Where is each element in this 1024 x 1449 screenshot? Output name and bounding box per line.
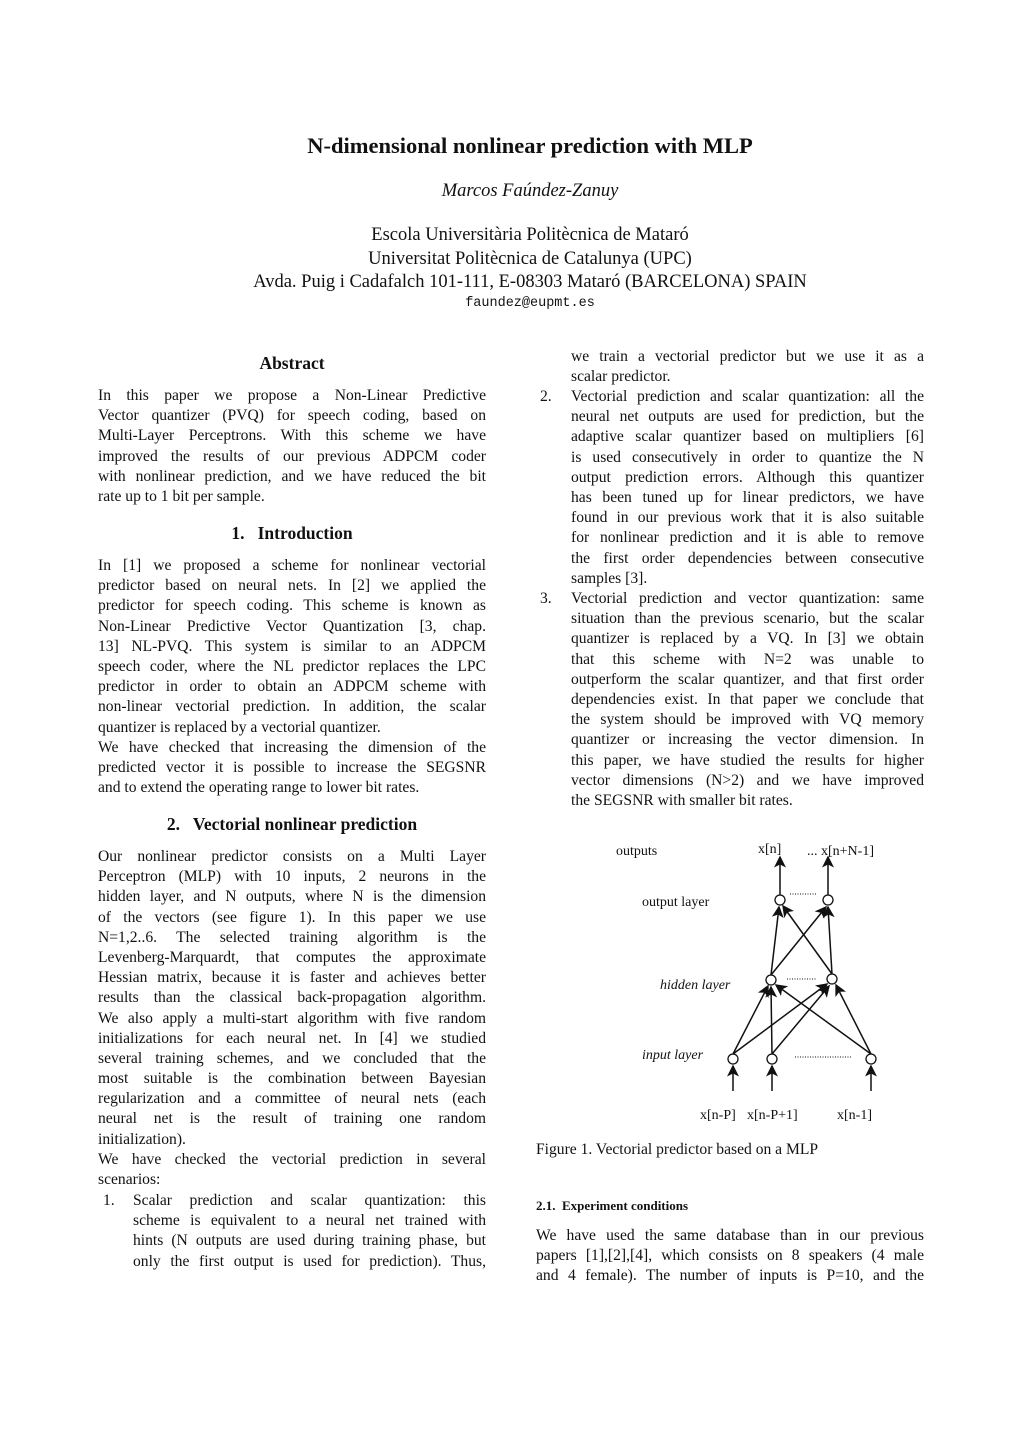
paragraph: [98, 847, 486, 1150]
text-line: has been tuned up for linear predictors, we have: [571, 488, 924, 506]
text-line: and to extend the operating range to lower bit rates.: [98, 779, 420, 797]
text-line: initialization).: [98, 1130, 186, 1148]
paragraph: [98, 1150, 486, 1190]
text-line: only the first output is used for prediction). Thus,: [133, 1252, 486, 1270]
text-line: initializations for each neural net. In [4] we studied: [98, 1029, 486, 1047]
text-line: quantizer is replaced by a VQ. In [3] we obtain: [571, 630, 924, 648]
text-line: improved the results of our previous ADPCM coder: [98, 447, 486, 465]
text-line: Perceptron (MLP) with 10 inputs, 2 neurons in the: [98, 868, 486, 886]
text-line: In this paper we propose a Non-Linear Predictive: [98, 387, 486, 404]
text-line: the first order dependencies between consecutive: [571, 549, 924, 567]
text-line: hidden layer, and N outputs, where N is the dimension: [98, 888, 486, 906]
text-line: situation than the previous scenario, but the scalar: [571, 610, 924, 628]
text-line: scalar predictor.: [571, 368, 671, 386]
text-line: Multi-Layer Perceptrons. With this scheme we have: [98, 427, 486, 445]
text-line: is used consecutively in order to quantize the N: [571, 448, 924, 466]
text-line: predicted vector it is possible to increase the SEGSNR: [98, 759, 486, 777]
text-line: Vectorial prediction and vector quantization: same: [571, 590, 924, 607]
text-line: dependencies exist. In that paper we conclude that: [571, 690, 924, 708]
text-line: Levenberg-Marquardt, that computes the approximate: [98, 948, 486, 966]
text-line: We have checked that increasing the dimension of the: [98, 739, 486, 756]
text-line: Non-Linear Predictive Vector Quantization [3, chap.: [98, 617, 486, 635]
figure-label: output layer: [642, 895, 710, 910]
list-number: 3.: [540, 590, 552, 607]
text-line: for nonlinear prediction and it is able to remove: [571, 529, 924, 547]
text-line: outperform the scalar quantizer, and that first order: [571, 670, 924, 688]
text-line: papers [1],[2],[4], which consists on 8 speakers (4 male: [536, 1247, 924, 1265]
text-line: Vectorial prediction and scalar quantization: all the: [571, 388, 924, 405]
text-line: scenarios:: [98, 1171, 161, 1189]
affiliation-line: Avda. Puig i Cadafalch 101-111, E-08303 Mataró (BARCELONA) SPAIN: [253, 272, 807, 292]
author: Marcos Faúndez-Zanuy: [441, 181, 619, 201]
subsection-heading: 2.1. Experiment conditions: [536, 1198, 689, 1213]
text-line: and 4 female). The number of inputs is P=10, and the: [536, 1267, 924, 1285]
text-line: Hessian matrix, because it is faster and achieves better: [98, 969, 486, 987]
list-number: 1.: [103, 1192, 115, 1209]
text-line: vector dimensions (N>2) and we have improved: [571, 771, 924, 789]
email: faundez@eupmt.es: [465, 296, 595, 311]
text-line: In [1] we proposed a scheme for nonlinear vectorial: [98, 557, 486, 574]
text-line: most suitable is the combination between Bayesian: [98, 1070, 486, 1088]
figure-label: outputs: [616, 844, 658, 859]
text-line: samples [3].: [571, 569, 648, 587]
text-line: rate up to 1 bit per sample.: [98, 487, 265, 505]
paragraph: [98, 556, 486, 738]
text-line: of the vectors (see figure 1). In this paper we use: [98, 908, 486, 926]
text-line: with nonlinear prediction, and we have reduced the bit: [98, 467, 486, 485]
text-line: 13] NL-PVQ. This system is similar to an ADPCM: [98, 637, 486, 655]
figure-label: ... x[n+N-1]: [807, 844, 874, 859]
text-line: regularization and a committee of neural nets (each: [98, 1090, 486, 1108]
text-line: results than the classical back-propagation algorithm.: [98, 989, 486, 1007]
connection-arrows: [733, 857, 871, 1091]
text-line: Scalar prediction and scalar quantization: this: [133, 1192, 486, 1209]
text-line: N=1,2..6. The selected training algorithm is the: [98, 928, 486, 946]
figure-label: x[n]: [758, 842, 782, 857]
text-line: scheme is equivalent to a neural net trained with: [133, 1212, 486, 1230]
figure-label: x[n-P]: [700, 1108, 736, 1123]
text-line: We have used the same database than in our previous: [536, 1227, 924, 1244]
text-line: adaptive scalar quantizer based on multipliers [6]: [571, 428, 924, 446]
text-line: neural net outputs are used for prediction, but the: [571, 408, 924, 426]
text-line: found in our previous work that it is also suitable: [571, 509, 924, 527]
intro-heading: 1. Introduction: [231, 523, 353, 543]
text-line: quantizer is replaced by a vectorial quantizer.: [98, 718, 381, 736]
list-number: 2.: [540, 388, 552, 405]
text-line: we train a vectorial predictor but we use it as a: [571, 348, 924, 365]
figure-label: x[n-1]: [837, 1108, 872, 1123]
affiliation-line: Escola Universitària Politècnica de Mataró: [371, 225, 689, 245]
text-line: Our nonlinear predictor consists on a Multi Layer: [98, 848, 486, 865]
affiliation-line: Universitat Politècnica de Catalunya (UPC): [368, 249, 692, 269]
text-line: neural net is the result of training one random: [98, 1110, 486, 1128]
text-line: that this scheme with N=2 was unable to: [571, 650, 924, 668]
text-line: quantizer or increasing the vector dimension. In: [571, 731, 924, 749]
paragraph: [98, 738, 486, 799]
text-line: predictor in order to obtain an ADPCM scheme with: [98, 678, 486, 696]
abstract-heading: Abstract: [259, 353, 325, 373]
text-line: the SEGSNR with smaller bit rates.: [571, 791, 793, 809]
paper-title: N-dimensional nonlinear prediction with MLP: [307, 133, 753, 158]
text-line: output prediction errors. Although this quantizer: [571, 468, 924, 486]
figure-label: x[n-P+1]: [747, 1108, 798, 1123]
figure-label: input layer: [642, 1048, 704, 1063]
text-line: predictor for speech coding. This scheme is known as: [98, 597, 486, 615]
abstract-paragraph: [98, 386, 486, 507]
text-line: several training schemes, and we concluded that the: [98, 1049, 486, 1067]
text-line: We also apply a multi-start algorithm with five random: [98, 1009, 486, 1027]
text-line: speech coder, where the NL predictor replaces the LPC: [98, 657, 486, 675]
figure-caption: Figure 1. Vectorial predictor based on a MLP: [536, 1141, 819, 1158]
text-line: this paper, we have studied the results for higher: [571, 751, 924, 769]
text-line: hints (N outputs are used during training phase, but: [133, 1232, 486, 1250]
list-item-continued: [571, 347, 924, 387]
mlp-figure: [600, 835, 900, 1125]
text-line: non-linear vectorial prediction. In addition, the scalar: [98, 698, 486, 716]
text-line: We have checked the vectorial prediction in several: [98, 1151, 486, 1168]
paragraph: [536, 1226, 924, 1287]
list-item: [133, 1191, 486, 1272]
section2-heading: 2. Vectorial nonlinear prediction: [166, 814, 418, 834]
list-item: [571, 387, 924, 589]
text-line: the system should be improved with VQ memory: [571, 711, 924, 729]
text-line: predictor based on neural nets. In [2] we applied the: [98, 577, 486, 595]
figure-label: hidden layer: [660, 978, 731, 993]
list-item: [571, 589, 924, 811]
text-line: Vector quantizer (PVQ) for speech coding, based on: [98, 407, 486, 425]
